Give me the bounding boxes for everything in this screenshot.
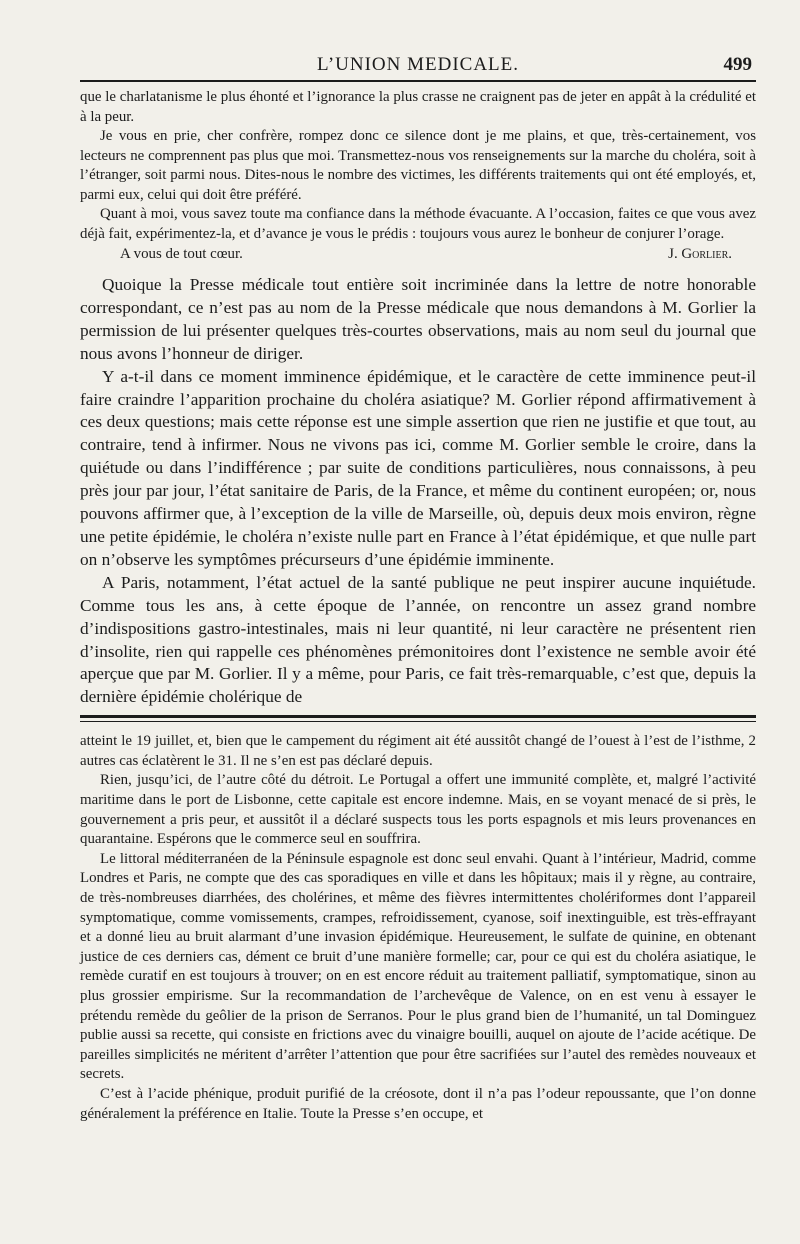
footnote-section — [80, 732, 756, 1124]
body-paragraph: A Paris, notamment, l’état actuel de la santé publique ne peut inspirer aucune inquiétude. Comme tous les ans, à cette époque de l’année, on rencontre un assez grand nombre d’indispositions gastro-intestinales, mais ni leur quantité, ni leur caractère ne présentent rien d’insolite, rien qui rappelle ces phénomènes prémonitoires dont l’existence ne semble avoir été aperçue que par M. Gorlier. Il y a même, pour Paris, ce fait très-remarquable, c’est que, depuis la dernière épidémie cholérique de — [80, 572, 756, 707]
letter-signature-line — [80, 244, 756, 264]
note-paragraph: Le littoral méditerranéen de la Péninsule espagnole est donc seul envahi. Quant à l’intérieur, Madrid, comme Londres et Paris, ne compte que des cas sporadiques en ville et dans les hôpitaux; mais il y règne, au contraire, de très-nombreuses diarrhées, des cholérines, et même des fièvres intermittentes cholériformes dont l’appareil symptomatique, comme vomissements, crampes, refroidissement, cyanose, soif inextinguible, est très-effrayant et a donné lieu au bruit alarmant d’une invasion épidémique. Heureusement, le sulfate de quinine, en obtenant justice de ces derniers cas, dément ce bruit d’une manière formelle; car, pour ce qui est du choléra asiatique, le remède curatif en est toujours à trouver; on en est encore réduit au traitement palliatif, symptomatique, sinon au plus grossier empirisme. Sur la recommandation de l’archevêque de Valence, on en est venu à essayer le prétendu remède du geôlier de la prison de Serranos. Pour le plus grand bien de l’humanité, un tal Dominguez publie aussi sa recette, qui consiste en frictions avec du vinaigre bouilli, auquel on ajoute de l’acide acétique. De pareilles simplicités ne méritent d’arrêter l’attention que pour être sacrifiées sur l’autel des remèdes nouveaux et secrets. — [80, 850, 756, 1083]
note-paragraph: atteint le 19 juillet, et, bien que le campement du régiment ait été aussitôt changé de l’ouest à l’est de l’isthme, 2 autres cas éclatèrent le 31. Il ne s’en est pas déclaré depuis. — [80, 733, 756, 769]
running-title: L’UNION MEDICALE. — [316, 54, 520, 75]
page-number: 499 — [723, 54, 752, 75]
note-paragraph: Rien, jusqu’ici, de l’autre côté du détroit. Le Portugal a offert une immunité complète, et, malgré l’activité maritime dans le port de Lisbonne, cette capitale est encore indemne. Mais, en se voyant menacé de si près, le gouvernement a pris peur, et aussitôt il a déclaré suspects tous les ports espagnols et mis leurs provenances en quarantaine. Espérons que le commerce seul en souffrira. — [80, 772, 756, 848]
page-header — [80, 48, 756, 82]
letter-section — [80, 88, 756, 264]
letter-closing: A vous de tout cœur. — [120, 246, 243, 262]
body-paragraph: Quoique la Presse médicale tout entière soit incriminée dans la lettre de notre honorable correspondant, ce n’est pas au nom de la Presse médicale que nous demandons à M. Gorlier la permission de lui présenter quelques très-courtes observations, mais au nom seul du journal que nous avons l’honneur de diriger. — [80, 275, 756, 363]
letter-signature: J. Gorlier. — [668, 246, 732, 262]
letter-paragraph: Je vous en prie, cher confrère, rompez donc ce silence dont je me plains, et que, très-certainement, vos lecteurs ne comprennent pas plus que moi. Transmettez-nous vos renseignements sur la marche du choléra, soit à l’étranger, soit parmi nous. Dites-nous le nombre des victimes, les différents traitements qui ont été employés, et, parmi eux, celui qui doit être préféré. — [80, 128, 756, 203]
letter-paragraph: Quant à moi, vous savez toute ma confiance dans la méthode évacuante. A l’occasion, faites ce que vous avez déjà fait, expérimentez-la, et d’avance je vous le prédis : toujours vous aurez le bonheur de conjurer l’orage. — [80, 206, 756, 242]
section-divider — [80, 715, 756, 722]
note-paragraph: C’est à l’acide phénique, produit purifié de la créosote, dont il n’a pas l’odeur repoussante, que l’on donne généralement la préférence en Italie. Toute la Presse s’en occupe, et — [80, 1085, 756, 1122]
body-paragraph: Y a-t-il dans ce moment imminence épidémique, et le caractère de cette imminence peut-il faire craindre l’apparition prochaine du choléra asiatique? M. Gorlier répond affirmativement à ces deux questions; mais cette réponse est une simple assertion que rien ne justifie et que tout, au contraire, tend à infirmer. Nous ne vivons pas ici, comme M. Gorlier semble le croire, dans la quiétude ou dans l’indifférence ; par suite de conditions particulières, nous connaissons, à peu près jour par jour, l’état sanitaire de Paris, de la France, et même du continent européen; or, nous pouvons affirmer que, à l’exception de la ville de Marseille, où, depuis deux mois environ, règne une petite épidémie, le choléra n’existe nulle part en France à l’état épidémique, et que nulle part on n’observe les symptômes précurseurs d’une épidémie imminente. — [80, 366, 756, 569]
editorial-response — [80, 274, 756, 709]
letter-paragraph: que le charlatanisme le plus éhonté et l’ignorance la plus crasse ne craignent pas de jeter en appât à la crédulité et à la peur. — [80, 89, 756, 125]
